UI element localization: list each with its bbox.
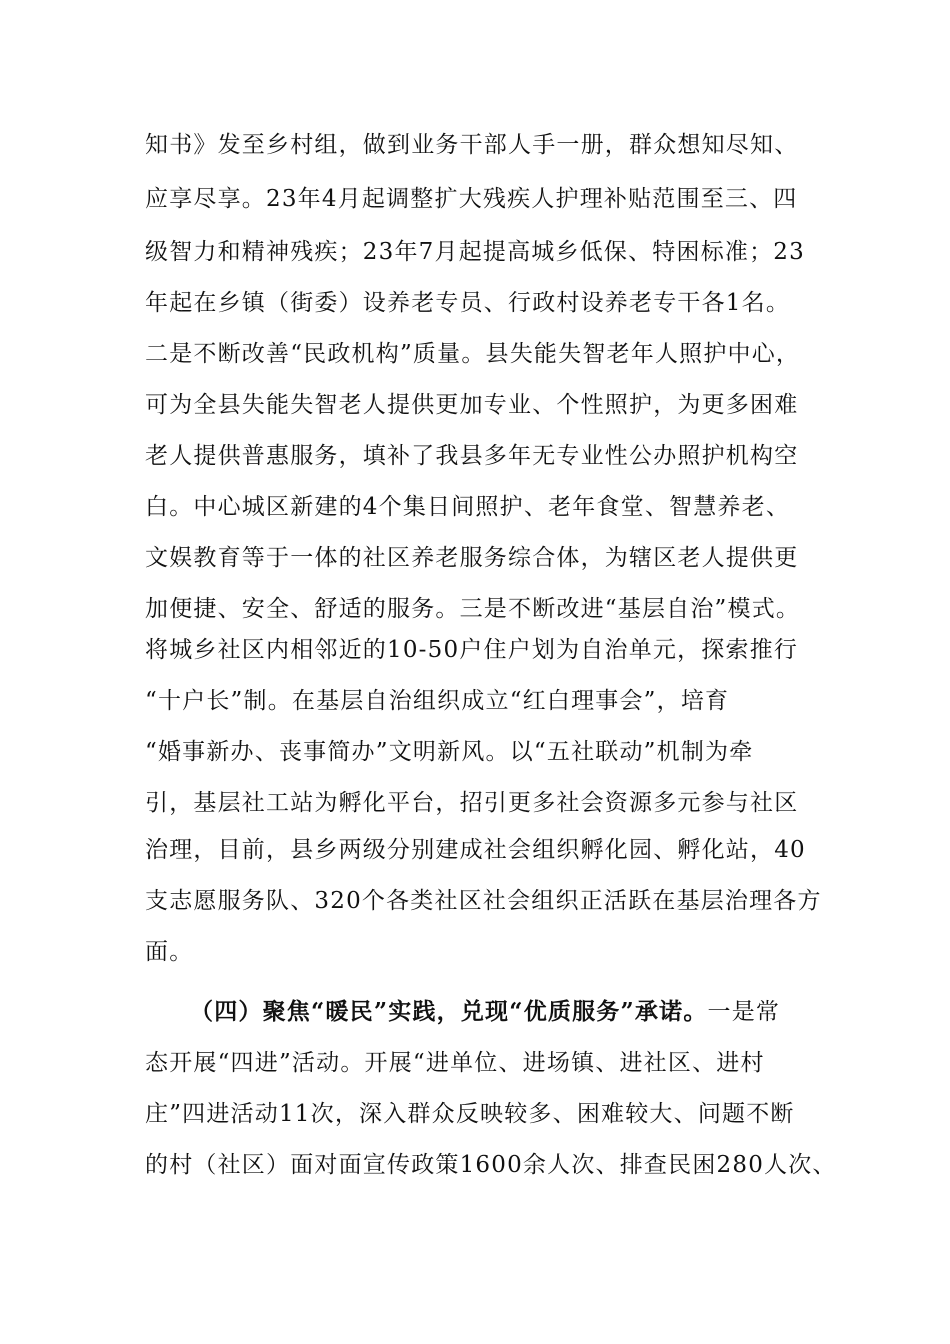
text-line: 的村（社区）面对面宣传政策1600余人次、排查民困280人次、 (145, 1152, 837, 1178)
text-line: 引，基层社工站为孵化平台，招引更多社会资源多元参与社区 (145, 790, 799, 816)
heading-line-continuation: 一是常 (707, 999, 781, 1025)
text-line: 应享尽享。23年4月起调整扩大残疾人护理补贴范围至三、四 (145, 186, 798, 212)
text-line: 态开展“四进”活动。开展“进单位、进场镇、进社区、进村 (145, 1050, 765, 1076)
text-line: 知书》发至乡村组，做到业务干部人手一册，群众想知尽知、 (145, 132, 799, 158)
text-line: 庄”四进活动11次，深入群众反映较多、困难较大、问题不断 (145, 1101, 795, 1127)
text-line: 白。中心城区新建的4个集日间照护、老年食堂、智慧养老、 (145, 494, 791, 520)
section-heading: （四）聚焦“暖民”实践，兑现“优质服务”承诺。 (190, 998, 708, 1025)
text-line: 可为全县失能失智老人提供更加专业、个性照护，为更多困难 (145, 392, 799, 418)
text-line: 老人提供普惠服务，填补了我县多年无专业性公办照护机构空 (145, 443, 799, 469)
text-line: 加便捷、安全、舒适的服务。三是不断改进“基层自治”模式。 (145, 596, 801, 622)
text-line: 面。 (145, 939, 194, 965)
section-heading-line (190, 996, 890, 1028)
text-line: 治理，目前，县乡两级分别建成社会组织孵化园、孵化站，40 (145, 837, 806, 863)
text-line: 年起在乡镇（街委）设养老专员、行政村设养老专干各1名。 (145, 290, 791, 316)
text-line: 文娱教育等于一体的社区养老服务综合体，为辖区老人提供更 (145, 545, 799, 571)
text-line: “十户长”制。在基层自治组织成立“红白理事会”，培育 (145, 688, 730, 714)
text-line: 将城乡社区内相邻近的10-50户住户划为自治单元，探索推行 (145, 637, 799, 663)
text-line: “婚事新办、丧事简办”文明新风。以“五社联动”机制为牵 (145, 739, 754, 765)
text-line: 级智力和精神残疾；23年7月起提高城乡低保、特困标准；23 (145, 239, 805, 265)
text-line: 支志愿服务队、320个各类社区社会组织正活跃在基层治理各方 (145, 888, 822, 914)
text-line: 二是不断改善“民政机构”质量。县失能失智老年人照护中心， (145, 341, 801, 367)
